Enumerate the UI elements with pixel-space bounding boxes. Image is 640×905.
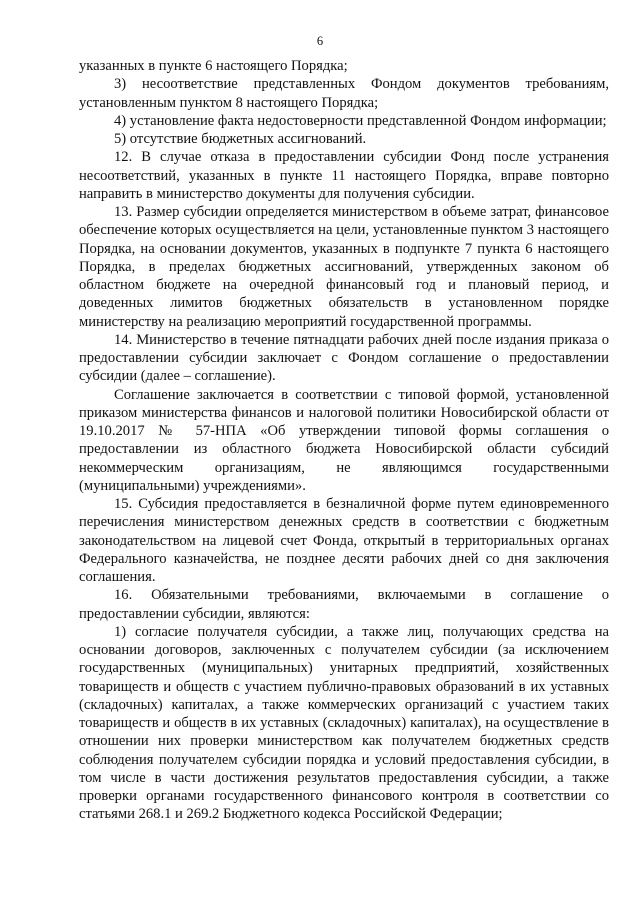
paragraph-item-4: 4) установление факта недостоверности представленной Фондом информации; xyxy=(114,112,607,129)
paragraph-clause-12: 12. В случае отказа в предоставлении субсидии Фонд после устранения несоответствий, указанных в пункте 11 настоящего Порядка, вправе повторно направить в министерство документы для получения субсидии. xyxy=(79,149,609,202)
paragraph-clause-15: 15. Субсидия предоставляется в безналичной форме путем единовременного перечисления министерством денежных средств в соответствии с бюджетным законодательством на лицевой счет Фонда, открытый в территориальных органах Федерального казначейства, не позднее десяти рабочих дней со дня заключения соглашения. xyxy=(79,496,609,585)
paragraph-clause-16: 16. Обязательными требованиями, включаемыми в соглашение о предоставлении субсидии, являются: xyxy=(79,587,609,622)
paragraph-clause-13: 13. Размер субсидии определяется министерством в объеме затрат, финансовое обеспечение которых осуществляется на цели, установленные пунктом 3 настоящего Порядка, на основании документов, указанных в подпункте 7 пункта 6 настоящего Порядка, в пределах бюджетных ассигнований, утвержденных законом об областном бюджете на очередной финансовый год и плановый период, и доведенных лимитов бюджетных обязательств в установленном порядке министерству на реализацию мероприятий государственной программы. xyxy=(79,204,609,330)
paragraph-clause-14: 14. Министерство в течение пятнадцати рабочих дней после издания приказа о предоставлении субсидии заключает с Фондом соглашение о предоставлении субсидии (далее – соглашение). xyxy=(79,331,609,385)
paragraph-item-5: 5) отсутствие бюджетных ассигнований. xyxy=(114,131,367,147)
document-body xyxy=(79,57,609,824)
page-number: 6 xyxy=(316,34,324,48)
paragraph-agreement-form: Соглашение заключается в соответствии с типовой формой, установленной приказом министерства финансов и налоговой политики Новосибирской области от 19.10.2017 № 57-НПА «Об утверждении типовой формы соглашения о предоставлении из областного бюджета Новосибирской области субсидий некоммерческим организациям, не являющимся государственными (муниципальными) учреждениями». xyxy=(79,386,609,494)
paragraph-continuation: указанных в пункте 6 настоящего Порядка; xyxy=(79,58,348,74)
paragraph-item-3: 3) несоответствие представленных Фондом документов требованиям, установленным пунктом 8 настоящего Порядка; xyxy=(79,76,609,111)
paragraph-clause-16-item-1: 1) согласие получателя субсидии, а также лиц, получающих средства на основании договоров, заключенных с получателем субсидии (за исключением государственных (муниципальных) унитарных предприятий, хозяйственных товариществ и обществ с участием публично-правовых образований в их уставных (складочных) капиталах, а также коммерческих организаций с участием таких товариществ и обществ в их уставных (складочных) капиталах), на осуществление в отношении них проверки министерством как получателем бюджетных средств соблюдения получателем субсидии порядка и условий предоставления субсидии, в том числе в части достижения результатов предоставления субсидии, а также проверки органами государственного финансового контроля в соответствии со статьями 268.1 и 269.2 Бюджетного кодекса Российской Федерации; xyxy=(79,623,609,823)
